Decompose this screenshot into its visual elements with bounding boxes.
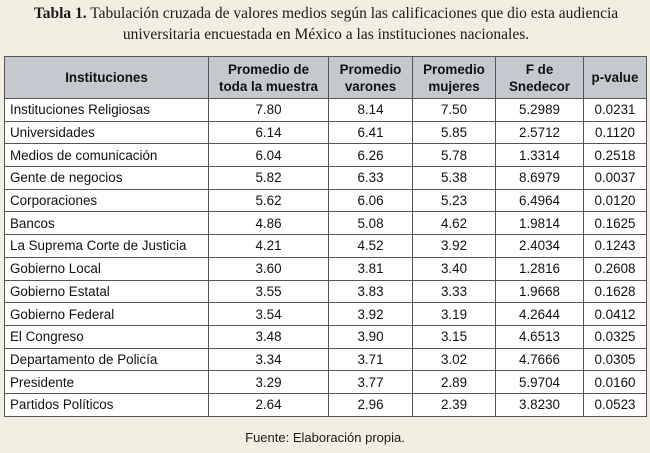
header-promedio-mujeres (413, 57, 496, 99)
cell-promedio-muestra: 5.62 (209, 189, 329, 212)
table-row (5, 348, 647, 371)
table-row (5, 99, 647, 122)
table-row (5, 235, 647, 258)
cell-institution: La Suprema Corte de Justicia (5, 235, 209, 258)
cell-institution: Gente de negocios (5, 167, 209, 190)
cell-institution: Instituciones Religiosas (5, 99, 209, 122)
cell-f-snedecor: 1.9668 (496, 280, 584, 303)
cell-promedio-muestra: 6.14 (209, 121, 329, 144)
header-line-1: Instituciones (65, 70, 148, 85)
header-line-1: Promedio de (227, 61, 310, 77)
cell-f-snedecor: 3.8230 (496, 393, 584, 416)
cell-promedio-varones: 3.77 (329, 371, 413, 394)
cell-f-snedecor: 2.5712 (496, 121, 584, 144)
cell-promedio-mujeres: 5.23 (413, 189, 496, 212)
cell-f-snedecor: 1.3314 (496, 144, 584, 167)
table-header-row (5, 57, 647, 99)
table-body (5, 99, 647, 417)
table-row (5, 189, 647, 212)
cell-promedio-muestra: 3.60 (209, 257, 329, 280)
cell-f-snedecor: 4.7666 (496, 348, 584, 371)
cell-f-snedecor: 1.2816 (496, 257, 584, 280)
cell-promedio-muestra: 4.21 (209, 235, 329, 258)
cell-p-value: 0.0120 (584, 189, 647, 212)
header-line-1: Promedio (423, 61, 485, 77)
cell-institution: Partidos Políticos (5, 393, 209, 416)
cell-promedio-muestra: 3.29 (209, 371, 329, 394)
cell-promedio-mujeres: 4.62 (413, 212, 496, 235)
cell-institution: Departamento de Policía (5, 348, 209, 371)
cell-promedio-mujeres: 3.02 (413, 348, 496, 371)
cell-promedio-muestra: 5.82 (209, 167, 329, 190)
cell-institution: Corporaciones (5, 189, 209, 212)
cell-promedio-mujeres: 2.39 (413, 393, 496, 416)
cell-promedio-muestra: 7.80 (209, 99, 329, 122)
header-promedio-varones (329, 57, 413, 99)
cell-f-snedecor: 8.6979 (496, 167, 584, 190)
cell-p-value: 0.1120 (584, 121, 647, 144)
cell-promedio-varones: 3.71 (329, 348, 413, 371)
cell-promedio-mujeres: 5.78 (413, 144, 496, 167)
cell-promedio-muestra: 3.48 (209, 325, 329, 348)
cell-p-value: 0.0523 (584, 393, 647, 416)
cell-p-value: 0.0037 (584, 167, 647, 190)
caption-text: Tabulación cruzada de valores medios según las calificaciones que dio esta audiencia universitaria encuestada en México a las instituciones nacionales. (90, 5, 619, 43)
cell-promedio-muestra: 3.34 (209, 348, 329, 371)
cell-p-value: 0.0325 (584, 325, 647, 348)
cell-institution: Presidente (5, 371, 209, 394)
cell-promedio-varones: 2.96 (329, 393, 413, 416)
table-row (5, 325, 647, 348)
cell-p-value: 0.1625 (584, 212, 647, 235)
cell-promedio-muestra: 6.04 (209, 144, 329, 167)
cell-promedio-varones: 6.41 (329, 121, 413, 144)
table-row (5, 303, 647, 326)
cell-promedio-muestra: 2.64 (209, 393, 329, 416)
cell-f-snedecor: 6.4964 (496, 189, 584, 212)
caption-label: Tabla 1. (33, 5, 87, 22)
header-instituciones (5, 57, 209, 99)
header-f-snedecor (496, 57, 584, 99)
cell-promedio-mujeres: 3.15 (413, 325, 496, 348)
cell-p-value: 0.1628 (584, 280, 647, 303)
cell-p-value: 0.2608 (584, 257, 647, 280)
cell-promedio-varones: 3.92 (329, 303, 413, 326)
header-line-2: varones (344, 78, 397, 94)
cell-promedio-mujeres: 3.40 (413, 257, 496, 280)
cell-promedio-mujeres: 5.38 (413, 167, 496, 190)
cell-promedio-varones: 4.52 (329, 235, 413, 258)
cell-f-snedecor: 4.2644 (496, 303, 584, 326)
cell-promedio-varones: 6.33 (329, 167, 413, 190)
header-line-1: p-value (591, 70, 639, 85)
cell-p-value: 0.0305 (584, 348, 647, 371)
table-row (5, 280, 647, 303)
table-row (5, 121, 647, 144)
cell-institution: Gobierno Estatal (5, 280, 209, 303)
cell-promedio-mujeres: 3.92 (413, 235, 496, 258)
cell-institution: Medios de comunicación (5, 144, 209, 167)
table-row (5, 257, 647, 280)
cell-promedio-mujeres: 7.50 (413, 99, 496, 122)
table-row (5, 371, 647, 394)
cell-institution: Universidades (5, 121, 209, 144)
cell-p-value: 0.0231 (584, 99, 647, 122)
cell-institution: Gobierno Federal (5, 303, 209, 326)
cell-promedio-muestra: 4.86 (209, 212, 329, 235)
table-row (5, 393, 647, 416)
header-p-value (584, 57, 647, 99)
header-line-2: toda la muestra (219, 78, 318, 94)
cell-f-snedecor: 5.2989 (496, 99, 584, 122)
cell-p-value: 0.0412 (584, 303, 647, 326)
cell-f-snedecor: 2.4034 (496, 235, 584, 258)
cell-institution: Gobierno Local (5, 257, 209, 280)
cell-promedio-varones: 6.06 (329, 189, 413, 212)
cell-p-value: 0.1243 (584, 235, 647, 258)
cell-institution: El Congreso (5, 325, 209, 348)
cell-f-snedecor: 5.9704 (496, 371, 584, 394)
cell-p-value: 0.2518 (584, 144, 647, 167)
cell-promedio-varones: 3.90 (329, 325, 413, 348)
header-line-2: mujeres (428, 78, 480, 94)
cell-f-snedecor: 1.9814 (496, 212, 584, 235)
cell-promedio-mujeres: 2.89 (413, 371, 496, 394)
table-row (5, 212, 647, 235)
header-line-1: F de (525, 61, 554, 77)
table-row (5, 167, 647, 190)
institutions-table (4, 56, 647, 417)
table-row (5, 144, 647, 167)
table-caption (8, 3, 644, 45)
cell-promedio-varones: 3.83 (329, 280, 413, 303)
source-note: Fuente: Elaboración propia. (245, 430, 405, 445)
cell-promedio-muestra: 3.55 (209, 280, 329, 303)
cell-f-snedecor: 4.6513 (496, 325, 584, 348)
cell-promedio-muestra: 3.54 (209, 303, 329, 326)
cell-p-value: 0.0160 (584, 371, 647, 394)
cell-institution: Bancos (5, 212, 209, 235)
header-promedio-muestra (209, 57, 329, 99)
header-line-1: Promedio (339, 61, 402, 77)
cell-promedio-mujeres: 3.33 (413, 280, 496, 303)
cell-promedio-varones: 8.14 (329, 99, 413, 122)
header-line-2: Snedecor (508, 78, 571, 94)
cell-promedio-mujeres: 5.85 (413, 121, 496, 144)
cell-promedio-varones: 6.26 (329, 144, 413, 167)
cell-promedio-mujeres: 3.19 (413, 303, 496, 326)
cell-promedio-varones: 5.08 (329, 212, 413, 235)
cell-promedio-varones: 3.81 (329, 257, 413, 280)
